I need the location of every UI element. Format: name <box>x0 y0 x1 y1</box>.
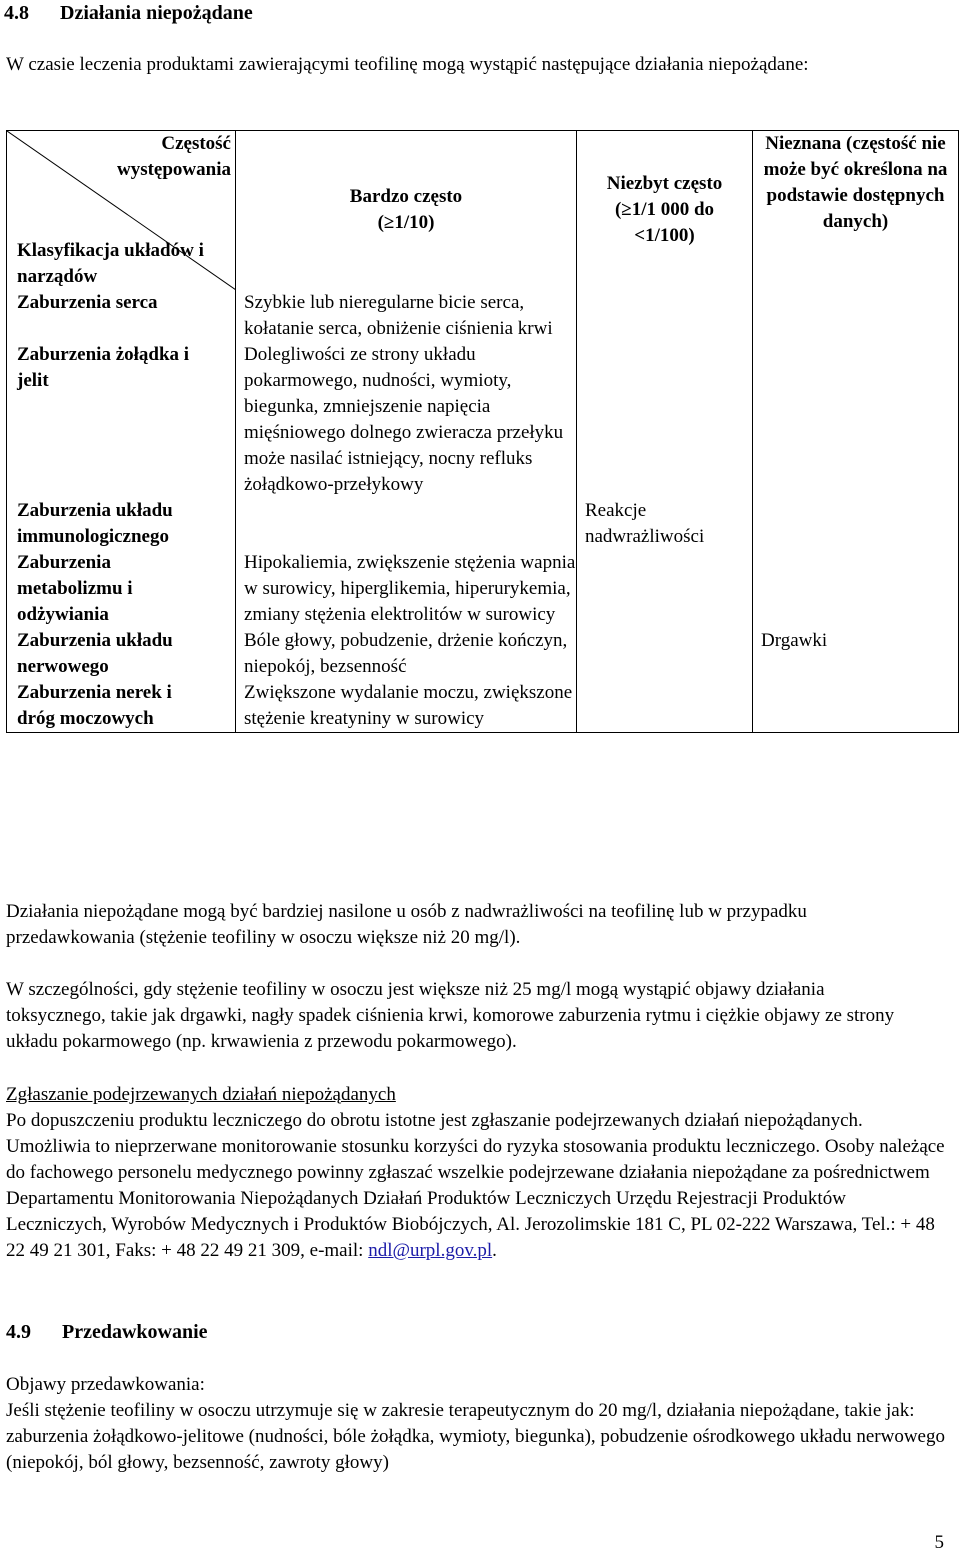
organ-cell: Zaburzenia metabolizmu i odżywiania <box>7 550 236 628</box>
organ-cell: Zaburzenia żołądka i jelit <box>7 342 236 498</box>
corner-header-cell <box>7 131 236 291</box>
header-unknown <box>753 131 959 291</box>
organ-cell: Zaburzenia serca <box>7 290 236 342</box>
very-common-cell <box>236 498 577 550</box>
uncommon-cell <box>577 550 753 628</box>
section-number: 4.8 <box>4 2 29 24</box>
table-row <box>7 550 959 628</box>
very-common-cell: Zwiększone wydalanie moczu, zwiększone stężenie kreatyniny w surowicy <box>236 680 577 733</box>
reporting-body: Po dopuszczeniu produktu leczniczego do obrotu istotne jest zgłaszanie podejrzewanych działań niepożądanych. Umożliwia to nieprzerwane monitorowanie stosunku korzyści do ryzyka stosowania produktu leczniczego. Osoby należące do fachowego personelu medycznego powinny zgłaszać wszelkie podejrzewane działania niepożądane za pośrednictwem Departamentu Monitorowania Niepożądanych Działań Produktów Leczniczych Urzędu Rejestracji Produktów Leczniczych, Wyrobów Medycznych i Produktów Biobójczych, Al. Jerozolimskie 181 C, PL 02-222 Warszawa, Tel.: + 48 22 49 21 301, Faks: + 48 22 49 21 309, e-mail: ndl@urpl.gov.pl. <box>6 1110 945 1261</box>
adverse-effects-table <box>6 130 959 733</box>
classification-header-label: Klasyfikacja układów i narządów <box>17 240 204 287</box>
unknown-cell <box>753 680 959 733</box>
uncommon-cell <box>577 290 753 342</box>
organ-cell: Zaburzenia nerek i dróg moczowych <box>7 680 236 733</box>
section-title: Działania niepożądane <box>60 2 253 24</box>
very-common-cell: Dolegliwości ze strony układu pokarmowego, nudności, wymioty, biegunka, zmniejszenie napięcia mięśniowego dolnego zwieracza przełyku może nasilać istniejący, nocny refluks żołądkowo-przełykowy <box>236 342 577 498</box>
page-number: 5 <box>934 1532 944 1553</box>
email-link[interactable]: ndl@urpl.gov.pl <box>368 1240 493 1261</box>
very-common-cell: Szybkie lub nieregularne bicie serca, kołatanie serca, obniżenie ciśnienia krwi <box>236 290 577 342</box>
intro-paragraph: W czasie leczenia produktami zawierającymi teofilinę mogą wystąpić następujące działania niepożądane: <box>6 54 809 75</box>
paragraph-toxicity: W szczególności, gdy stężenie teofiliny w osoczu jest większe niż 25 mg/l mogą wystąpić objawy działania toksycznego, takie jak drgawki, nagły spadek ciśnienia krwi, komorowe zaburzenia rytmu i ciężkie objawy ze strony układu pokarmowego (np. krwawienia z przewodu pokarmowego). <box>6 979 895 1052</box>
uncommon-cell: Reakcje nadwrażliwości <box>577 498 753 550</box>
organ-cell: Zaburzenia układu nerwowego <box>7 628 236 680</box>
header-uncommon-label: Niezbyt często (≥1/1 000 do <1/100) <box>606 173 723 246</box>
organ-cell: Zaburzenia układu immunologicznego <box>7 498 236 550</box>
table-row <box>7 342 959 498</box>
section-heading-4-8 <box>4 0 253 26</box>
reporting-section <box>6 1082 946 1264</box>
unknown-cell <box>753 342 959 498</box>
unknown-cell <box>753 550 959 628</box>
frequency-header-label: Częstość występowania <box>116 133 231 180</box>
very-common-cell: Bóle głowy, pobudzenie, drżenie kończyn, niepokój, bezsenność <box>236 628 577 680</box>
header-unknown-label: Nieznana (częstość nie może być określona na podstawie dostępnych danych) <box>763 133 948 232</box>
table-header-row <box>7 131 959 291</box>
paragraph-hypersensitivity: Działania niepożądane mogą być bardziej nasilone u osób z nadwrażliwości na teofilinę lub w przypadku przedawkowania (stężenie teofiliny w osoczu większe niż 20 mg/l). <box>6 901 807 948</box>
overdose-section <box>6 1372 946 1476</box>
uncommon-cell <box>577 628 753 680</box>
table-row <box>7 290 959 342</box>
header-very-common-label: Bardzo często (≥1/10) <box>349 186 463 233</box>
table-row <box>7 628 959 680</box>
header-very-common <box>236 131 577 291</box>
section-title: Przedawkowanie <box>62 1321 208 1343</box>
table-row <box>7 498 959 550</box>
overdose-heading: Objawy przedawkowania: <box>6 1374 205 1395</box>
unknown-cell: Drgawki <box>753 628 959 680</box>
very-common-cell: Hipokaliemia, zwiększenie stężenia wapnia w surowicy, hiperglikemia, hiperurykemia, zmiany stężenia elektrolitów w surowicy <box>236 550 577 628</box>
uncommon-cell <box>577 342 753 498</box>
section-number: 4.9 <box>6 1321 31 1343</box>
unknown-cell <box>753 498 959 550</box>
reporting-heading: Zgłaszanie podejrzewanych działań niepożądanych <box>6 1084 396 1105</box>
section-heading-4-9 <box>6 1319 208 1345</box>
uncommon-cell <box>577 680 753 733</box>
unknown-cell <box>753 290 959 342</box>
overdose-body: Jeśli stężenie teofiliny w osoczu utrzymuje się w zakresie terapeutycznym do 20 mg/l, działania niepożądane, takie jak: zaburzenia żołądkowo-jelitowe (nudności, bóle żołądka, wymioty, biegunka), pobudzenie ośrodkowego układu nerwowego (niepokój, ból głowy, bezsenność, zawroty głowy) <box>6 1400 945 1473</box>
table-row <box>7 680 959 733</box>
header-uncommon <box>577 131 753 291</box>
